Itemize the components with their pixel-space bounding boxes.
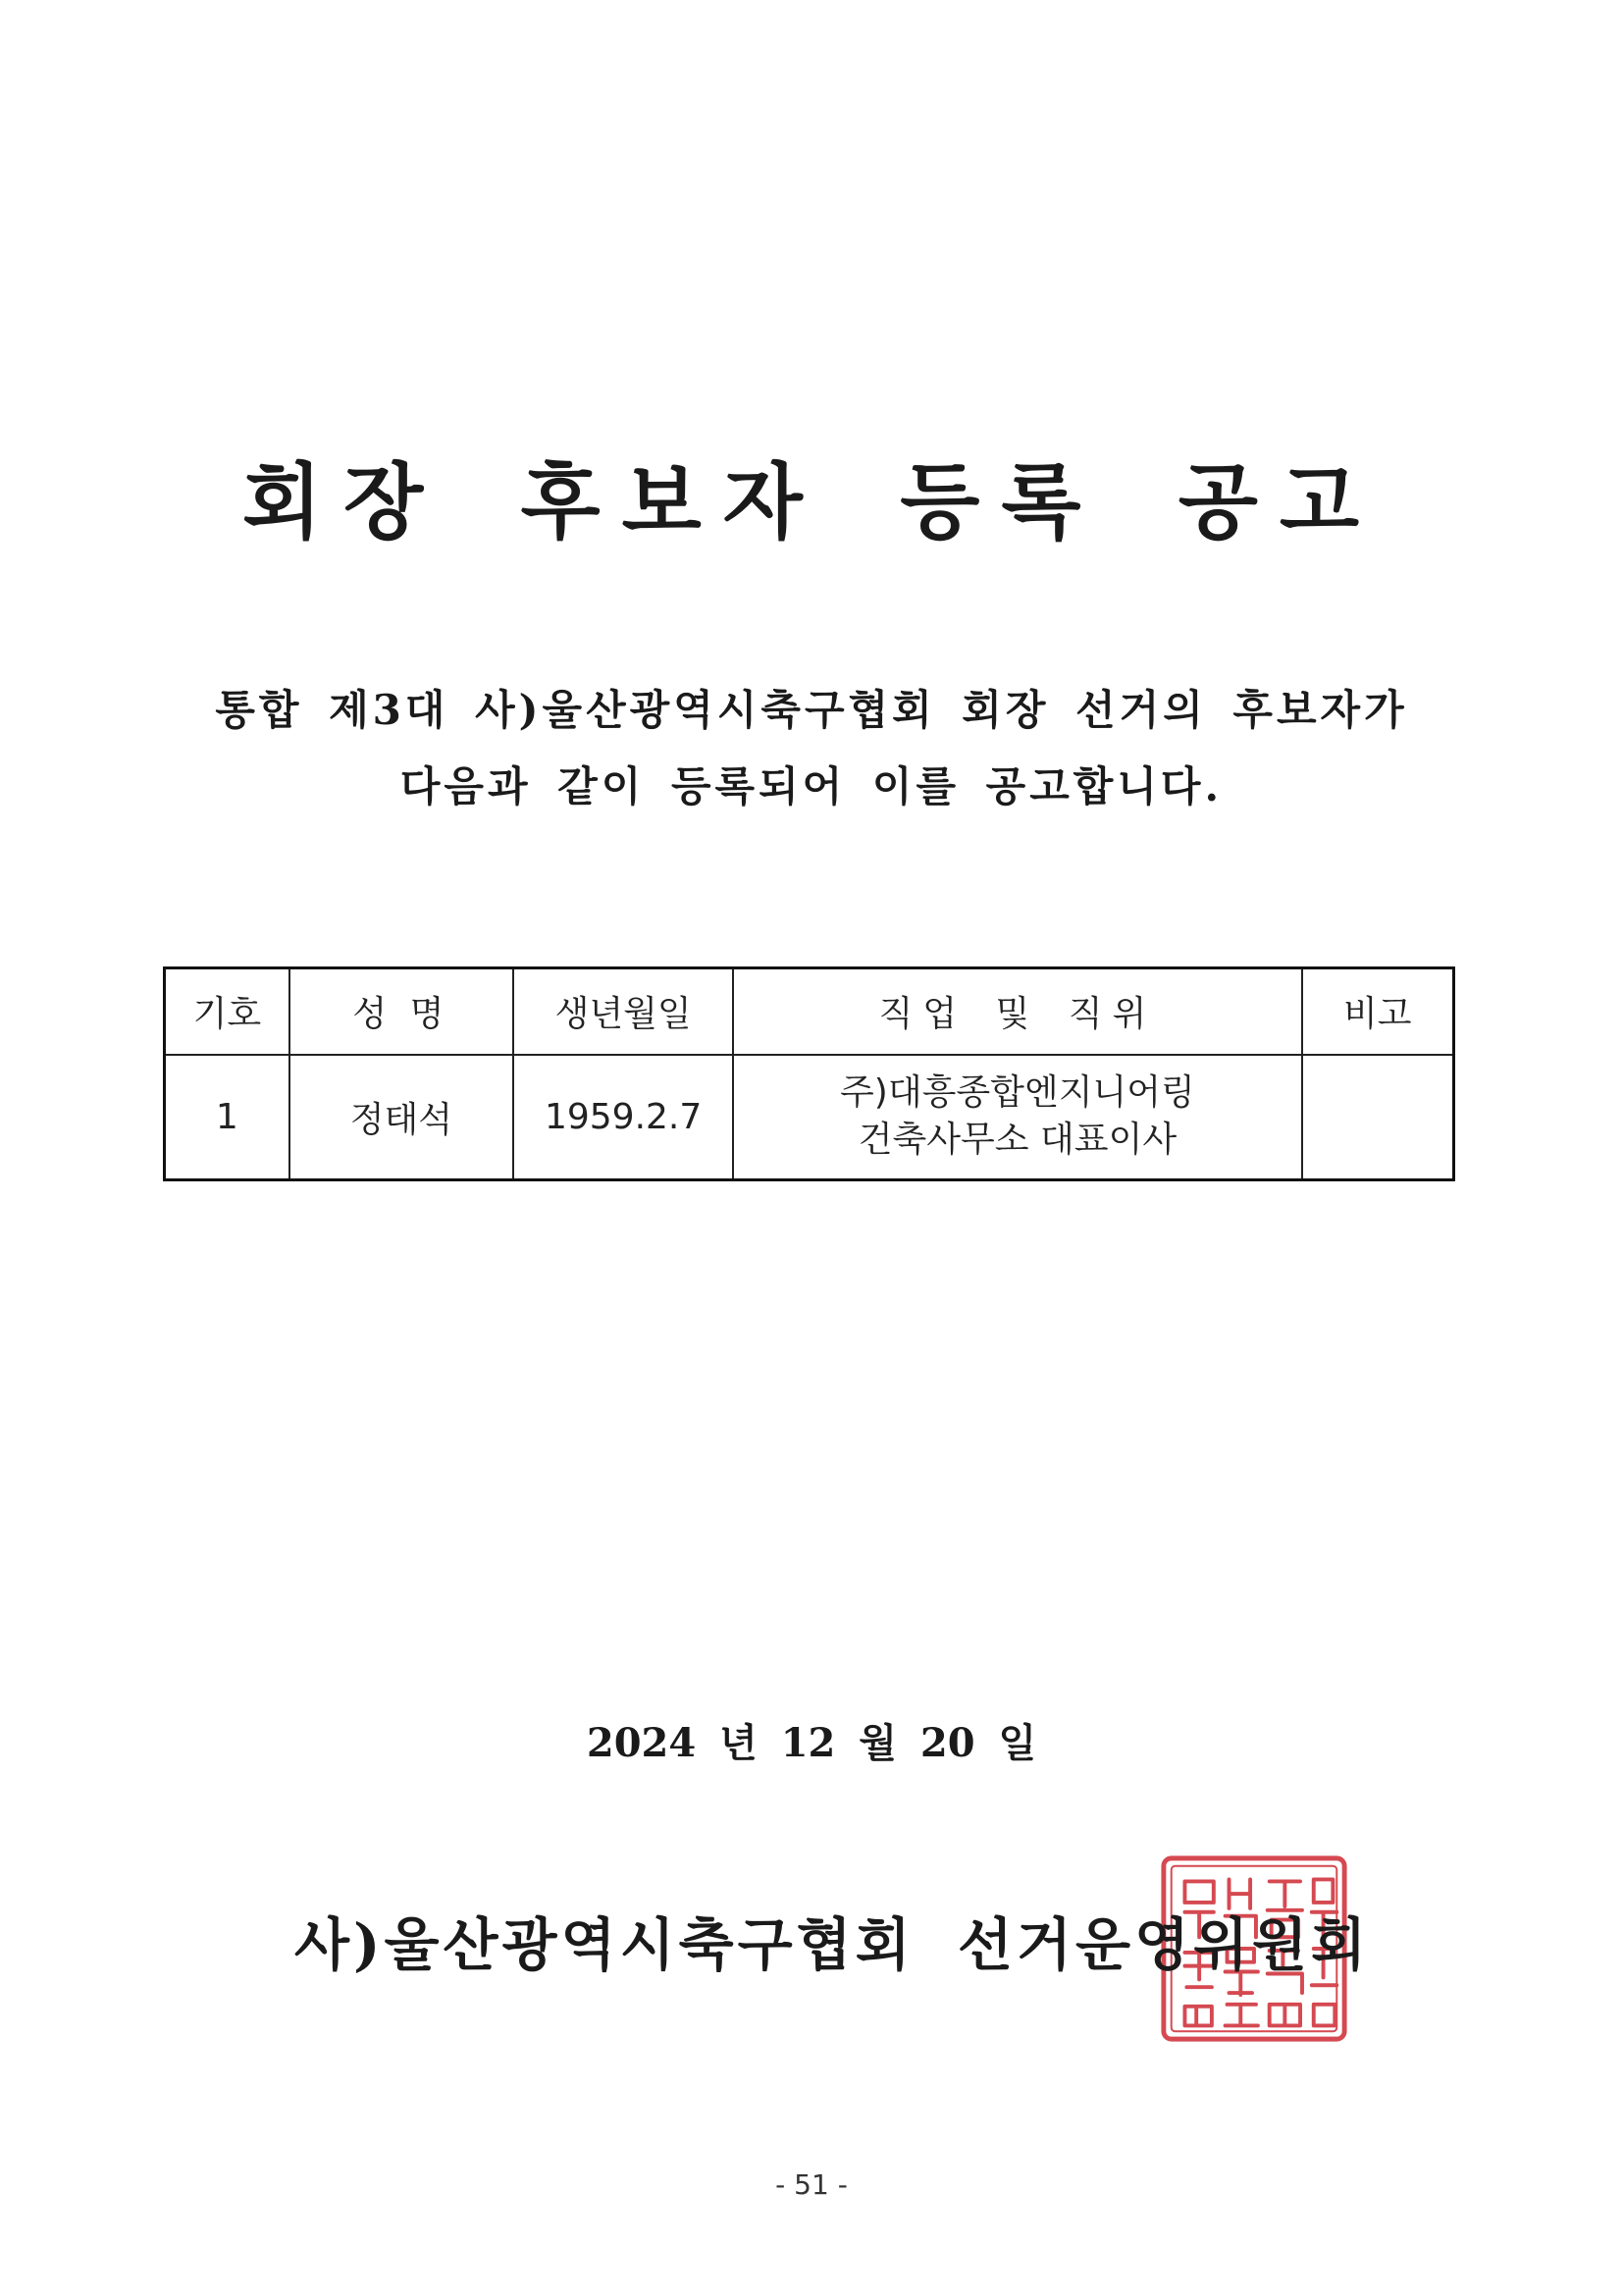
- cell-no: 1: [165, 1055, 289, 1180]
- header-name: 성 명: [289, 968, 513, 1055]
- page-number: - 51 -: [775, 2168, 848, 2201]
- job-line-2: 건축사무소 대표이사: [858, 1120, 1178, 1161]
- cell-birth: 1959.2.7: [513, 1055, 733, 1180]
- header-note: 비고: [1302, 968, 1454, 1055]
- page-title: 회장 후보자 등록 공고: [241, 453, 1382, 550]
- header-no: 기호: [165, 968, 289, 1055]
- announcement-date: 2024 년 12 월 20 일: [586, 1720, 1037, 1766]
- cell-job: [733, 1055, 1301, 1180]
- table-row: [165, 1055, 1454, 1180]
- cell-note: [1302, 1055, 1454, 1180]
- candidate-table: [163, 966, 1455, 1181]
- intro-line-1: 통합 제3대 사)울산광역시축구협회 회장 선거의 후보자가: [215, 686, 1408, 734]
- job-line-1: 주)대흥종합엔지니어링: [840, 1072, 1195, 1114]
- table-header-row: [165, 968, 1454, 1055]
- issuing-organization: 사)울산광역시축구협회 선거운영위원회: [294, 1911, 1371, 1978]
- intro-line-2: 다음과 같이 등록되어 이를 공고합니다.: [399, 762, 1224, 810]
- header-job: 직업 및 직위: [733, 968, 1301, 1055]
- cell-name: 정태석: [289, 1055, 513, 1180]
- header-birth: 생년월일: [513, 968, 733, 1055]
- intro-paragraph: [0, 672, 1623, 825]
